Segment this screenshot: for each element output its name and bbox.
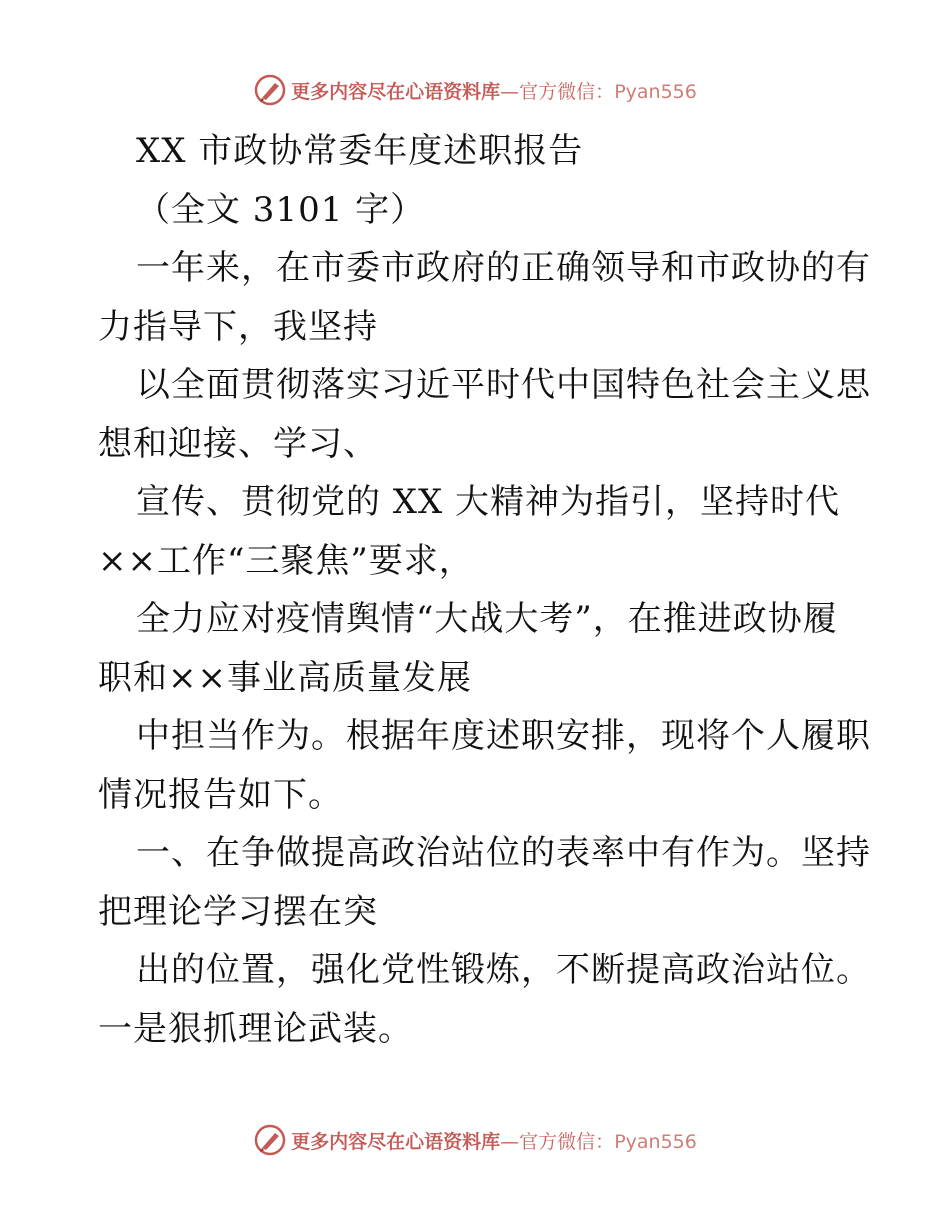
- footer-watermark: [0, 1120, 950, 1160]
- watermark-lead: 更多内容尽在心语资料库: [291, 80, 501, 103]
- paragraph-line: ××工作“三聚焦”要求，: [98, 540, 474, 581]
- doc-word-count: （全文 3101 字）: [136, 189, 426, 230]
- watermark-dash: —: [500, 80, 520, 103]
- watermark-id: Pyan556: [614, 80, 697, 103]
- paragraph-line: 职和××事业高质量发展: [98, 657, 472, 698]
- paragraph-line: 力指导下，我坚持: [98, 306, 378, 347]
- section-heading-line: 一、在争做提高政治站位的表率中有作为。坚持: [136, 833, 871, 873]
- paragraph-line: 一年来，在市委市政府的正确领导和市政协的有: [136, 248, 871, 288]
- watermark-text: [291, 77, 697, 104]
- watermark-id: Pyan556: [614, 1130, 697, 1153]
- paragraph-line: 宣传、贯彻党的 XX 大精神为指引，坚持时代: [136, 482, 841, 522]
- header-watermark: [0, 70, 950, 110]
- pen-logo-icon: [253, 1123, 287, 1157]
- watermark-lead: 更多内容尽在心语资料库: [291, 1130, 501, 1153]
- paragraph-line: 一是狠抓理论武装。: [98, 1008, 413, 1049]
- paragraph-line: 全力应对疫情舆情“大战大考”，在推进政协履: [136, 599, 838, 639]
- paragraph-line: 中担当作为。根据年度述职安排，现将个人履职: [136, 716, 871, 756]
- paragraph-line: 情况报告如下。: [98, 774, 343, 815]
- paragraph-line: 出的位置，强化党性锻炼，不断提高政治站位。: [136, 950, 871, 990]
- paragraph-line: 想和迎接、学习、: [98, 423, 378, 464]
- watermark-tail: 官方微信：: [519, 80, 615, 103]
- paragraph-line: 把理论学习摆在突: [98, 891, 378, 932]
- watermark-text: [291, 1127, 697, 1154]
- document-body: [98, 122, 871, 1058]
- doc-title: XX 市政协常委年度述职报告: [136, 131, 584, 171]
- paragraph-line: 以全面贯彻落实习近平时代中国特色社会主义思: [136, 365, 871, 405]
- pen-logo-icon: [253, 73, 287, 107]
- watermark-tail: 官方微信：: [519, 1130, 615, 1153]
- watermark-dash: —: [500, 1130, 520, 1153]
